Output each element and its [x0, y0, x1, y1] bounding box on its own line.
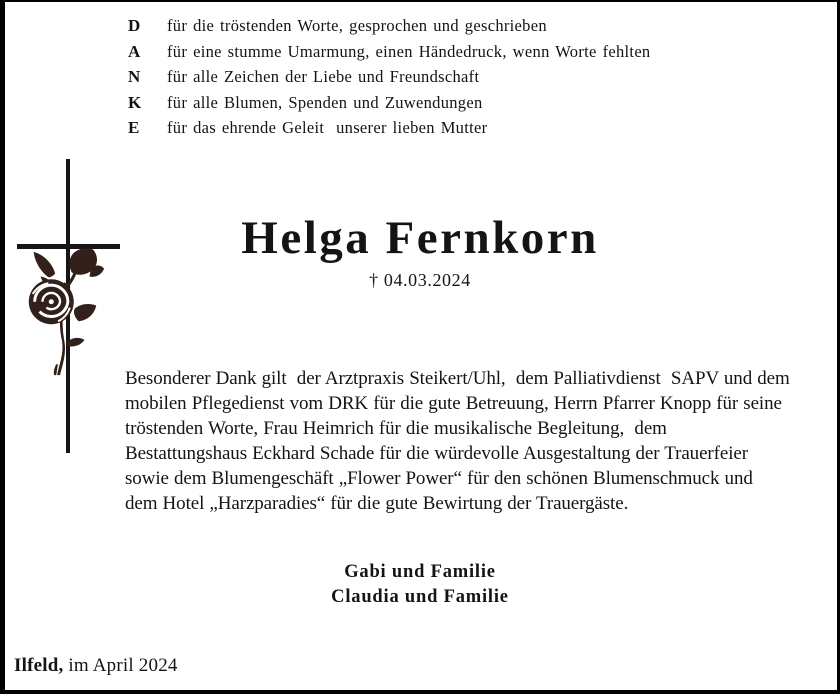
signature-line: Gabi und Familie — [344, 562, 496, 582]
acrostic-row-n — [128, 67, 651, 93]
thanks-line: tröstenden Worte, Frau Heimrich für die musikalische Begleitung, dem — [125, 418, 667, 439]
acrostic-letter-e: E — [128, 118, 140, 138]
acrostic-text-e: für das ehrende Geleit unserer lieben Mutter — [167, 118, 488, 138]
place-date-line — [14, 655, 178, 677]
acrostic-row-a — [128, 42, 651, 68]
thanks-line: Besonderer Dank gilt der Arztpraxis Steikert/Uhl, dem Palliativdienst SAPV und dem — [125, 368, 790, 389]
acrostic-letter-n: N — [128, 67, 141, 87]
acrostic-row-d — [128, 16, 651, 42]
acrostic-letter-k: K — [128, 92, 142, 112]
acrostic-letter-a: A — [128, 41, 141, 61]
acrostic-text-n: für alle Zeichen der Liebe und Freundschaft — [167, 67, 480, 87]
place-name: Ilfeld, — [14, 655, 64, 676]
thanks-line: mobilen Pflegedienst vom DRK für die gute Betreuung, Herrn Pfarrer Knopp für seine — [125, 393, 782, 414]
thanks-line: Bestattungshaus Eckhard Schade für die würdevolle Ausgestaltung der Trauerfeier — [125, 443, 748, 464]
deceased-name: Helga Fernkorn — [241, 212, 599, 264]
thanks-line: dem Hotel „Harzparadies“ für die gute Bewirtung der Trauergäste. — [125, 493, 629, 514]
acrostic-letter-d: D — [128, 16, 141, 35]
thanks-line: sowie dem Blumengeschäft „Flower Power“ für den schönen Blumenschmuck und — [125, 468, 753, 489]
signatures — [0, 560, 840, 610]
footer-date: im April 2024 — [68, 655, 178, 676]
signature-line: Claudia und Familie — [331, 587, 509, 607]
rose-icon — [18, 247, 108, 379]
acrostic-row-e — [128, 118, 651, 144]
acrostic-row-k — [128, 93, 651, 119]
thanks-paragraph — [125, 366, 825, 516]
name-block — [0, 212, 840, 291]
acrostic-text-d: für die tröstenden Worte, gesprochen und geschrieben — [167, 16, 547, 35]
acrostic-text-k: für alle Blumen, Spenden und Zuwendungen — [167, 92, 483, 112]
acrostic-text-a: für eine stumme Umarmung, einen Händedruck, wenn Worte fehlten — [167, 41, 651, 61]
death-date: † 04.03.2024 — [369, 270, 471, 290]
danke-acrostic — [128, 16, 651, 144]
